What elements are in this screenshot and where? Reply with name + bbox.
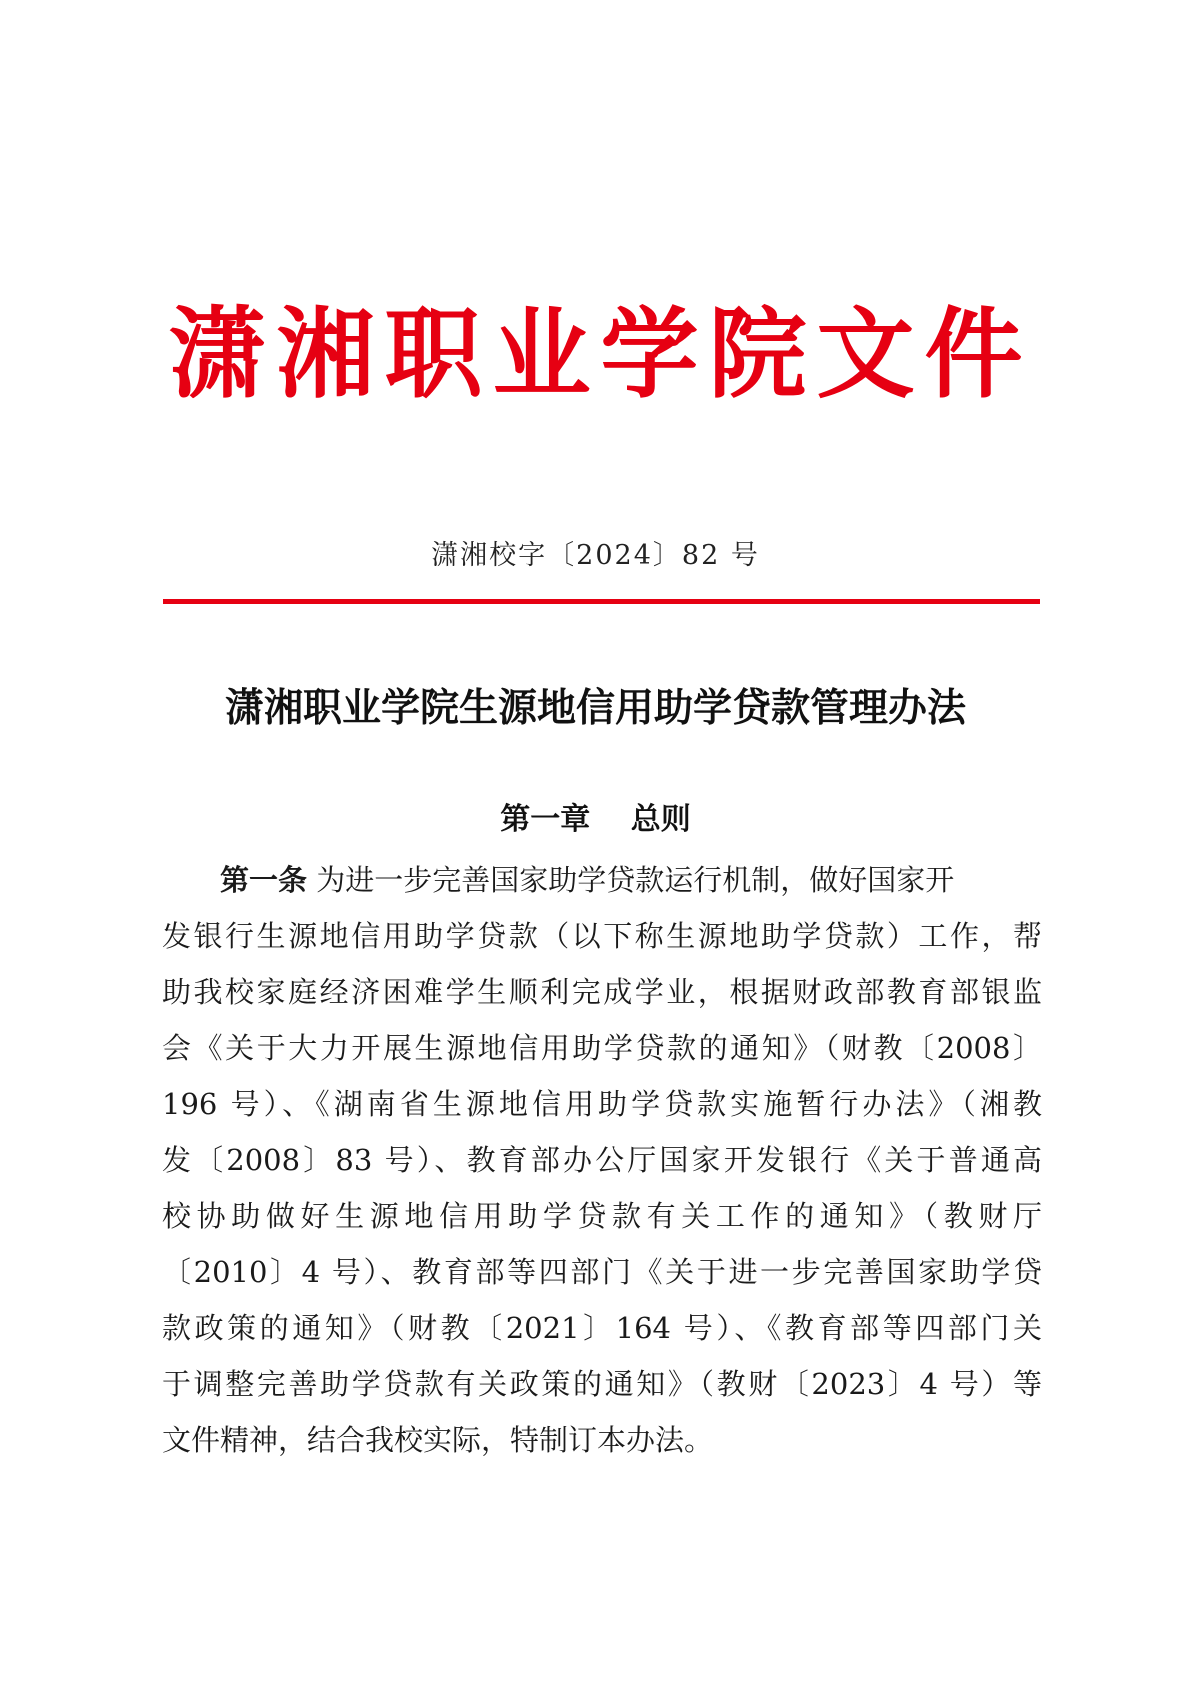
- article-1: [162, 852, 1042, 1468]
- article-1-line-11: 文件精神，结合我校实际，特制订本办法。: [162, 1423, 714, 1457]
- chapter-heading: 第一章 总则: [500, 802, 691, 837]
- red-divider-line: [163, 599, 1040, 604]
- article-1-line-5: 196 号）、《湖南省生源地信用助学贷款实施暂行办法》（湘教: [162, 1087, 1042, 1121]
- article-1-line-1: [162, 852, 1042, 908]
- article-1-line-6: 发〔2008〕83 号）、教育部办公厅国家开发银行《关于普通高: [162, 1143, 1042, 1177]
- article-label: 第一条: [220, 863, 308, 897]
- article-1-line-9: 款政策的通知》（财教〔2021〕164 号）、《教育部等四部门关: [162, 1311, 1042, 1345]
- article-1-line-2: 发银行生源地信用助学贷款（以下称生源地助学贷款）工作，帮: [162, 919, 1042, 953]
- document-number: 潇湘校字〔2024〕82 号: [431, 540, 760, 571]
- letterhead-title: 潇湘职业学院文件: [168, 297, 1033, 412]
- article-1-line-1-text: 为进一步完善国家助学贷款运行机制，做好国家开: [307, 863, 955, 897]
- document-title: 潇湘职业学院生源地信用助学贷款管理办法: [224, 685, 966, 731]
- article-1-line-3: 助我校家庭经济困难学生顺利完成学业，根据财政部教育部银监: [162, 975, 1042, 1009]
- article-1-line-4: 会《关于大力开展生源地信用助学贷款的通知》（财教〔2008〕: [162, 1031, 1042, 1065]
- article-1-line-7: 校协助做好生源地信用助学贷款有关工作的通知》（教财厅: [162, 1199, 1042, 1233]
- article-1-line-8: 〔2010〕4 号）、教育部等四部门《关于进一步完善国家助学贷: [162, 1255, 1042, 1289]
- article-1-line-10: 于调整完善助学贷款有关政策的通知》（教财〔2023〕4 号）等: [162, 1367, 1042, 1401]
